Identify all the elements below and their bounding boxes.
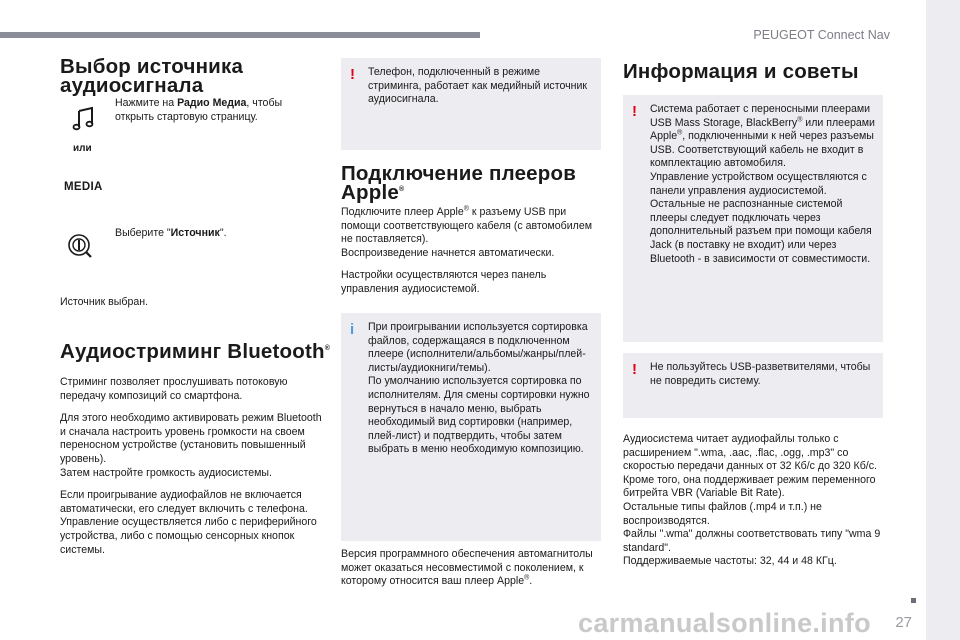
formats-paragraph-3: Остальные типы файлов (.mp4 и т.п.) не воспроизводятся.: [623, 500, 822, 527]
warning-icon: !: [350, 66, 355, 83]
warning-icon: !: [632, 103, 637, 120]
brand-header: PEUGEOT Connect Nav: [753, 28, 890, 42]
bt-paragraph-2a: Для этого необходимо активировать режим Bluetooth и сначала настроить уровень громкости на своем переносном устройстве (установить повышенный уровень).: [60, 412, 322, 465]
note-usb-hub-text: Не пользуйтесь USB-разветвителями, чтобы не повредить систему.: [650, 361, 871, 387]
or-label: или: [73, 143, 92, 154]
watermark: carmanualsonline.info: [578, 608, 871, 638]
audio-formats-body: [623, 433, 883, 569]
title-line-2: аудиосигнала: [60, 74, 204, 97]
title-line-1: Выбор источника: [60, 55, 244, 78]
info-note-sorting: [341, 313, 601, 541]
music-note-icon: [60, 105, 110, 135]
page-number: 27: [895, 614, 912, 631]
column-source-selection: [60, 57, 322, 95]
note-sorting-text-b: По умолчанию используется сортировка по исполнителям. Для смены сортировки нужно вернуться в начало меню, выбрать необходимый вид сортировки (например, плей-лист) и подтвердить, чтобы затем выбрать в меню необходимую композицию.: [368, 375, 590, 456]
page-marker: [911, 598, 916, 603]
version-compat-text: Версия программного обеспечения автомагнитолы может оказаться несовместимой с поколением, к которому относится ваш плеер Apple®.: [341, 548, 593, 588]
bt-paragraph-1: Стриминг позволяет прослушивать потоковую передачу композиций со смартфона.: [60, 376, 288, 402]
apple-paragraph-2: Настройки осуществляются через панель управления аудиосистемой.: [341, 269, 547, 295]
step2-bold: Источник: [170, 227, 220, 239]
apple-paragraph-1a: Подключите плеер Apple® к разъему USB при помощи соответствующего кабеля (с автомобилем не поставляется).: [341, 205, 593, 246]
section-title-info: Информация и советы: [623, 60, 859, 83]
step2-text: Выберите "Источник".: [115, 227, 227, 239]
note-usb-text-2: Управление устройством осуществляются с панели управления аудиосистемой.: [650, 170, 867, 197]
warning-note-usb-hub: [623, 353, 883, 418]
info-icon: i: [350, 321, 355, 338]
warning-icon: !: [632, 361, 637, 378]
apple-paragraph-1b: Воспроизведение начнется автоматически.: [341, 246, 555, 259]
section-title-bluetooth: Аудиостриминг Bluetooth®: [60, 340, 331, 363]
page-side-strip: [926, 0, 960, 640]
note-usb-text-1: Система работает с переносными плеерами USB Mass Storage, BlackBerry® или плеерами Apple®, подключенными к ней через разъемы USB. Соответствующий кабель не входит в комплектацию автомобиля.: [650, 103, 875, 170]
search-source-icon: [60, 231, 110, 261]
formats-paragraph-4: Файлы ".wma" должны соответствовать типу "wma 9 standard".: [623, 528, 881, 554]
formats-paragraph-2: Кроме того, она поддерживает режим переменного битрейта VBR (Variable Bit Rate).: [623, 473, 876, 500]
bluetooth-body: [60, 376, 322, 557]
note-streaming-text: Телефон, подключенный в режиме стриминга, работает как медийный источник аудиосигнала.: [368, 66, 588, 106]
apple-body: [341, 206, 601, 297]
top-rule: [0, 32, 480, 38]
note-sorting-text-a: При проигрывании используется сортировка файлов, содержащаяся в подключенном плеере (исполнители/альбомы/жанры/плей-листы/аудиокниги/темы).: [368, 321, 588, 374]
media-button-label: MEDIA: [64, 181, 103, 193]
warning-note-usb-players: [623, 95, 883, 342]
section-title-source: [60, 57, 322, 95]
step1-bold: Радио Медиа: [177, 97, 247, 109]
section-title-apple: Подключение плееров Apple®: [341, 162, 577, 204]
step1-text: Нажмите на Радио Медиа, чтобы открыть стартовую страницу.: [115, 97, 283, 123]
formats-paragraph-5: Поддерживаемые частоты: 32, 44 и 48 КГц.: [623, 555, 837, 568]
source-selected-text: Источник выбран.: [60, 296, 149, 308]
bt-paragraph-3: Если проигрывание аудиофайлов не включается автоматически, его следует включить с телефона. Управление осуществляется либо с периферийного устройства, либо с помощью сенсорных кнопок системы.: [60, 489, 317, 556]
formats-paragraph-1: Аудиосистема читает аудиофайлы только с расширением ".wma, .aac, .flac, .ogg, .mp3" со скоростью передачи данных от 32 Кб/с до 320 Кб/с.: [623, 433, 877, 473]
bt-paragraph-2b: Затем настройте громкость аудиосистемы.: [60, 466, 272, 479]
note-usb-text-3: Остальные не распознанные системой плееры следует подключать через дополнительный разъем при помощи кабеля Jack (в поставку не входит) или через Bluetooth - в зависимости от совместимости.: [650, 198, 872, 265]
warning-note-streaming: [341, 58, 601, 150]
